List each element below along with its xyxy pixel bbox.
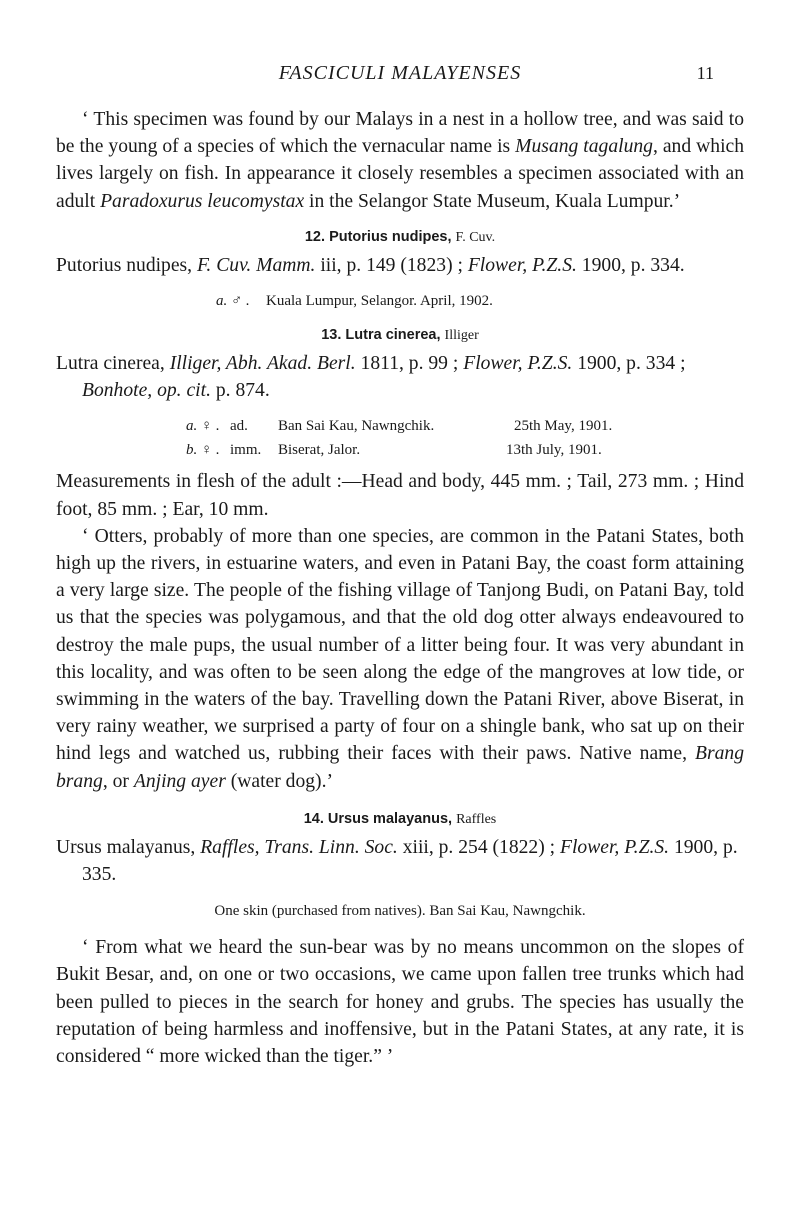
- measurements-paragraph: Measurements in flesh of the adult :—Head and body, 445 mm. ; Tail, 273 mm. ; Hind foot, 85 mm. ; Ear, 10 mm.: [56, 471, 744, 520]
- page-body: [56, 106, 744, 1070]
- page-number: 11: [696, 63, 714, 83]
- text-run: 1900, p. 335.: [82, 836, 738, 886]
- specimen-label: b. ♀ .: [186, 442, 220, 459]
- species-authority: F. Cuv.: [455, 229, 496, 245]
- species-title: Lutra cinerea,: [345, 327, 441, 344]
- species-heading-14: [56, 809, 744, 830]
- specimen-age: imm.: [230, 442, 262, 459]
- specimen-date: 25th May, 1901.: [514, 418, 613, 435]
- species-title: Putorius nudipes,: [329, 228, 452, 245]
- species-number: 14.: [303, 810, 324, 827]
- synonymy-14: [56, 834, 744, 888]
- otter-quote-paragraph: [56, 523, 744, 795]
- intro-quote-paragraph: [56, 106, 744, 215]
- specimen-locality: Biserat, Jalor.: [278, 442, 361, 459]
- synonymy-13: [56, 350, 744, 404]
- specimen-row: [56, 438, 744, 462]
- text-run: 1900, p. 334.: [576, 254, 685, 276]
- species-authority: Raffles: [456, 811, 497, 827]
- species-heading-13: [56, 325, 744, 346]
- species-authority: Illiger: [444, 328, 479, 344]
- species-number: 12.: [304, 228, 326, 245]
- citation-italic: F. Cuv. Mamm.: [196, 254, 316, 276]
- specimen-age: ad.: [230, 418, 248, 435]
- specimen-date: 13th July, 1901.: [506, 442, 602, 459]
- specimen-note-14: One skin (purchased from natives). Ban Sai Kau, Nawngchik.: [214, 903, 586, 920]
- vernacular-name: Musang tagalung: [515, 136, 653, 158]
- specimen-row: [56, 414, 744, 438]
- specimen-list-13: [56, 414, 744, 462]
- citation-italic: Flower, P.Z.S.: [463, 353, 573, 375]
- citation-italic: Raffles, Trans. Linn. Soc.: [200, 836, 398, 858]
- citation-italic: Flower, P.Z.S.: [560, 836, 670, 858]
- text-run: Lutra cinerea,: [56, 353, 170, 375]
- text-run: ‘ Otters, probably of more than one species, are common in the Patani States, both high up the rivers, in estuarine waters, and even in Patani Bay, the coast form attaining a very large size. The people of the fishing village of Tanjong Budi, on Patani Bay, told us that the species was polygamous, and that the old dog otter always endeavoured to destroy the male pups, the usual number of a litter being four. It was very abundant in this locality, and was often to be seen along the edge of the mangroves at low tide, or swimming in the waters of the bay. Travelling down the Patani River, above Biserat, in very rainy weather, we surprised a party of four on a shingle bank, who sat up on their hind legs and watched us, rubbing their faces with their paws. Native name,: [56, 525, 744, 765]
- specimen-locality: Ban Sai Kau, Nawngchik.: [278, 418, 435, 435]
- species-name: Paradoxurus leucomystax: [100, 190, 305, 212]
- specimen-locality: Kuala Lumpur, Selangor. April, 1902.: [266, 293, 493, 310]
- sunbear-quote-paragraph: ‘ From what we heard the sun-bear was by no means uncommon on the slopes of Bukit Besar, and, on one or two occasions, we came upon fallen tree trunks which had been pulled to pieces in the search for honey and grubs. The species has usually the reputation of being harmless and inoffensive, but in the Patani States, at any rate, it is considered “ more wicked than the tiger.” ’: [56, 937, 744, 1068]
- citation-italic: Bonhote, op. cit.: [82, 380, 211, 402]
- citation-italic: Flower, P.Z.S.: [467, 254, 577, 276]
- text-run: Putorius nudipes,: [56, 254, 197, 276]
- species-title: Ursus malayanus,: [327, 810, 453, 827]
- native-name: Anjing ayer: [133, 770, 226, 792]
- text-run: iii, p. 149 (1823) ;: [315, 254, 468, 276]
- specimen-label: a. ♂ .: [216, 293, 250, 310]
- running-head: [0, 62, 800, 86]
- text-run: 1900, p. 334 ;: [572, 353, 686, 375]
- text-run: xiii, p. 254 (1822) ;: [397, 836, 560, 858]
- synonymy-12: [56, 252, 744, 279]
- text-run: ‘ This specimen was found by our Malays in a nest in a hollow tree, and was said to be the young of a species of which the vernacular name is: [56, 109, 744, 158]
- text-run: , or: [102, 770, 134, 792]
- text-run: in the Selangor State Museum, Kuala Lumpur.’: [304, 190, 681, 212]
- text-run: Ursus malayanus,: [56, 836, 201, 858]
- text-run: , and which lives largely on fish. In appearance it closely resembles a specimen associated with an adult: [56, 136, 745, 212]
- text-run: 1811, p. 99 ;: [355, 353, 464, 375]
- species-number: 13.: [321, 327, 342, 344]
- citation-italic: Illiger, Abh. Akad. Berl.: [169, 353, 356, 375]
- species-heading-12: [56, 227, 744, 248]
- specimen-label: a. ♀ .: [186, 418, 220, 435]
- text-run: (water dog).’: [225, 770, 334, 792]
- specimen-row: [56, 289, 744, 313]
- text-run: p. 874.: [210, 380, 270, 402]
- specimen-list-12: [56, 289, 744, 313]
- running-title: FASCICULI MALAYENSES: [278, 62, 522, 84]
- native-name: Brang brang: [56, 743, 744, 792]
